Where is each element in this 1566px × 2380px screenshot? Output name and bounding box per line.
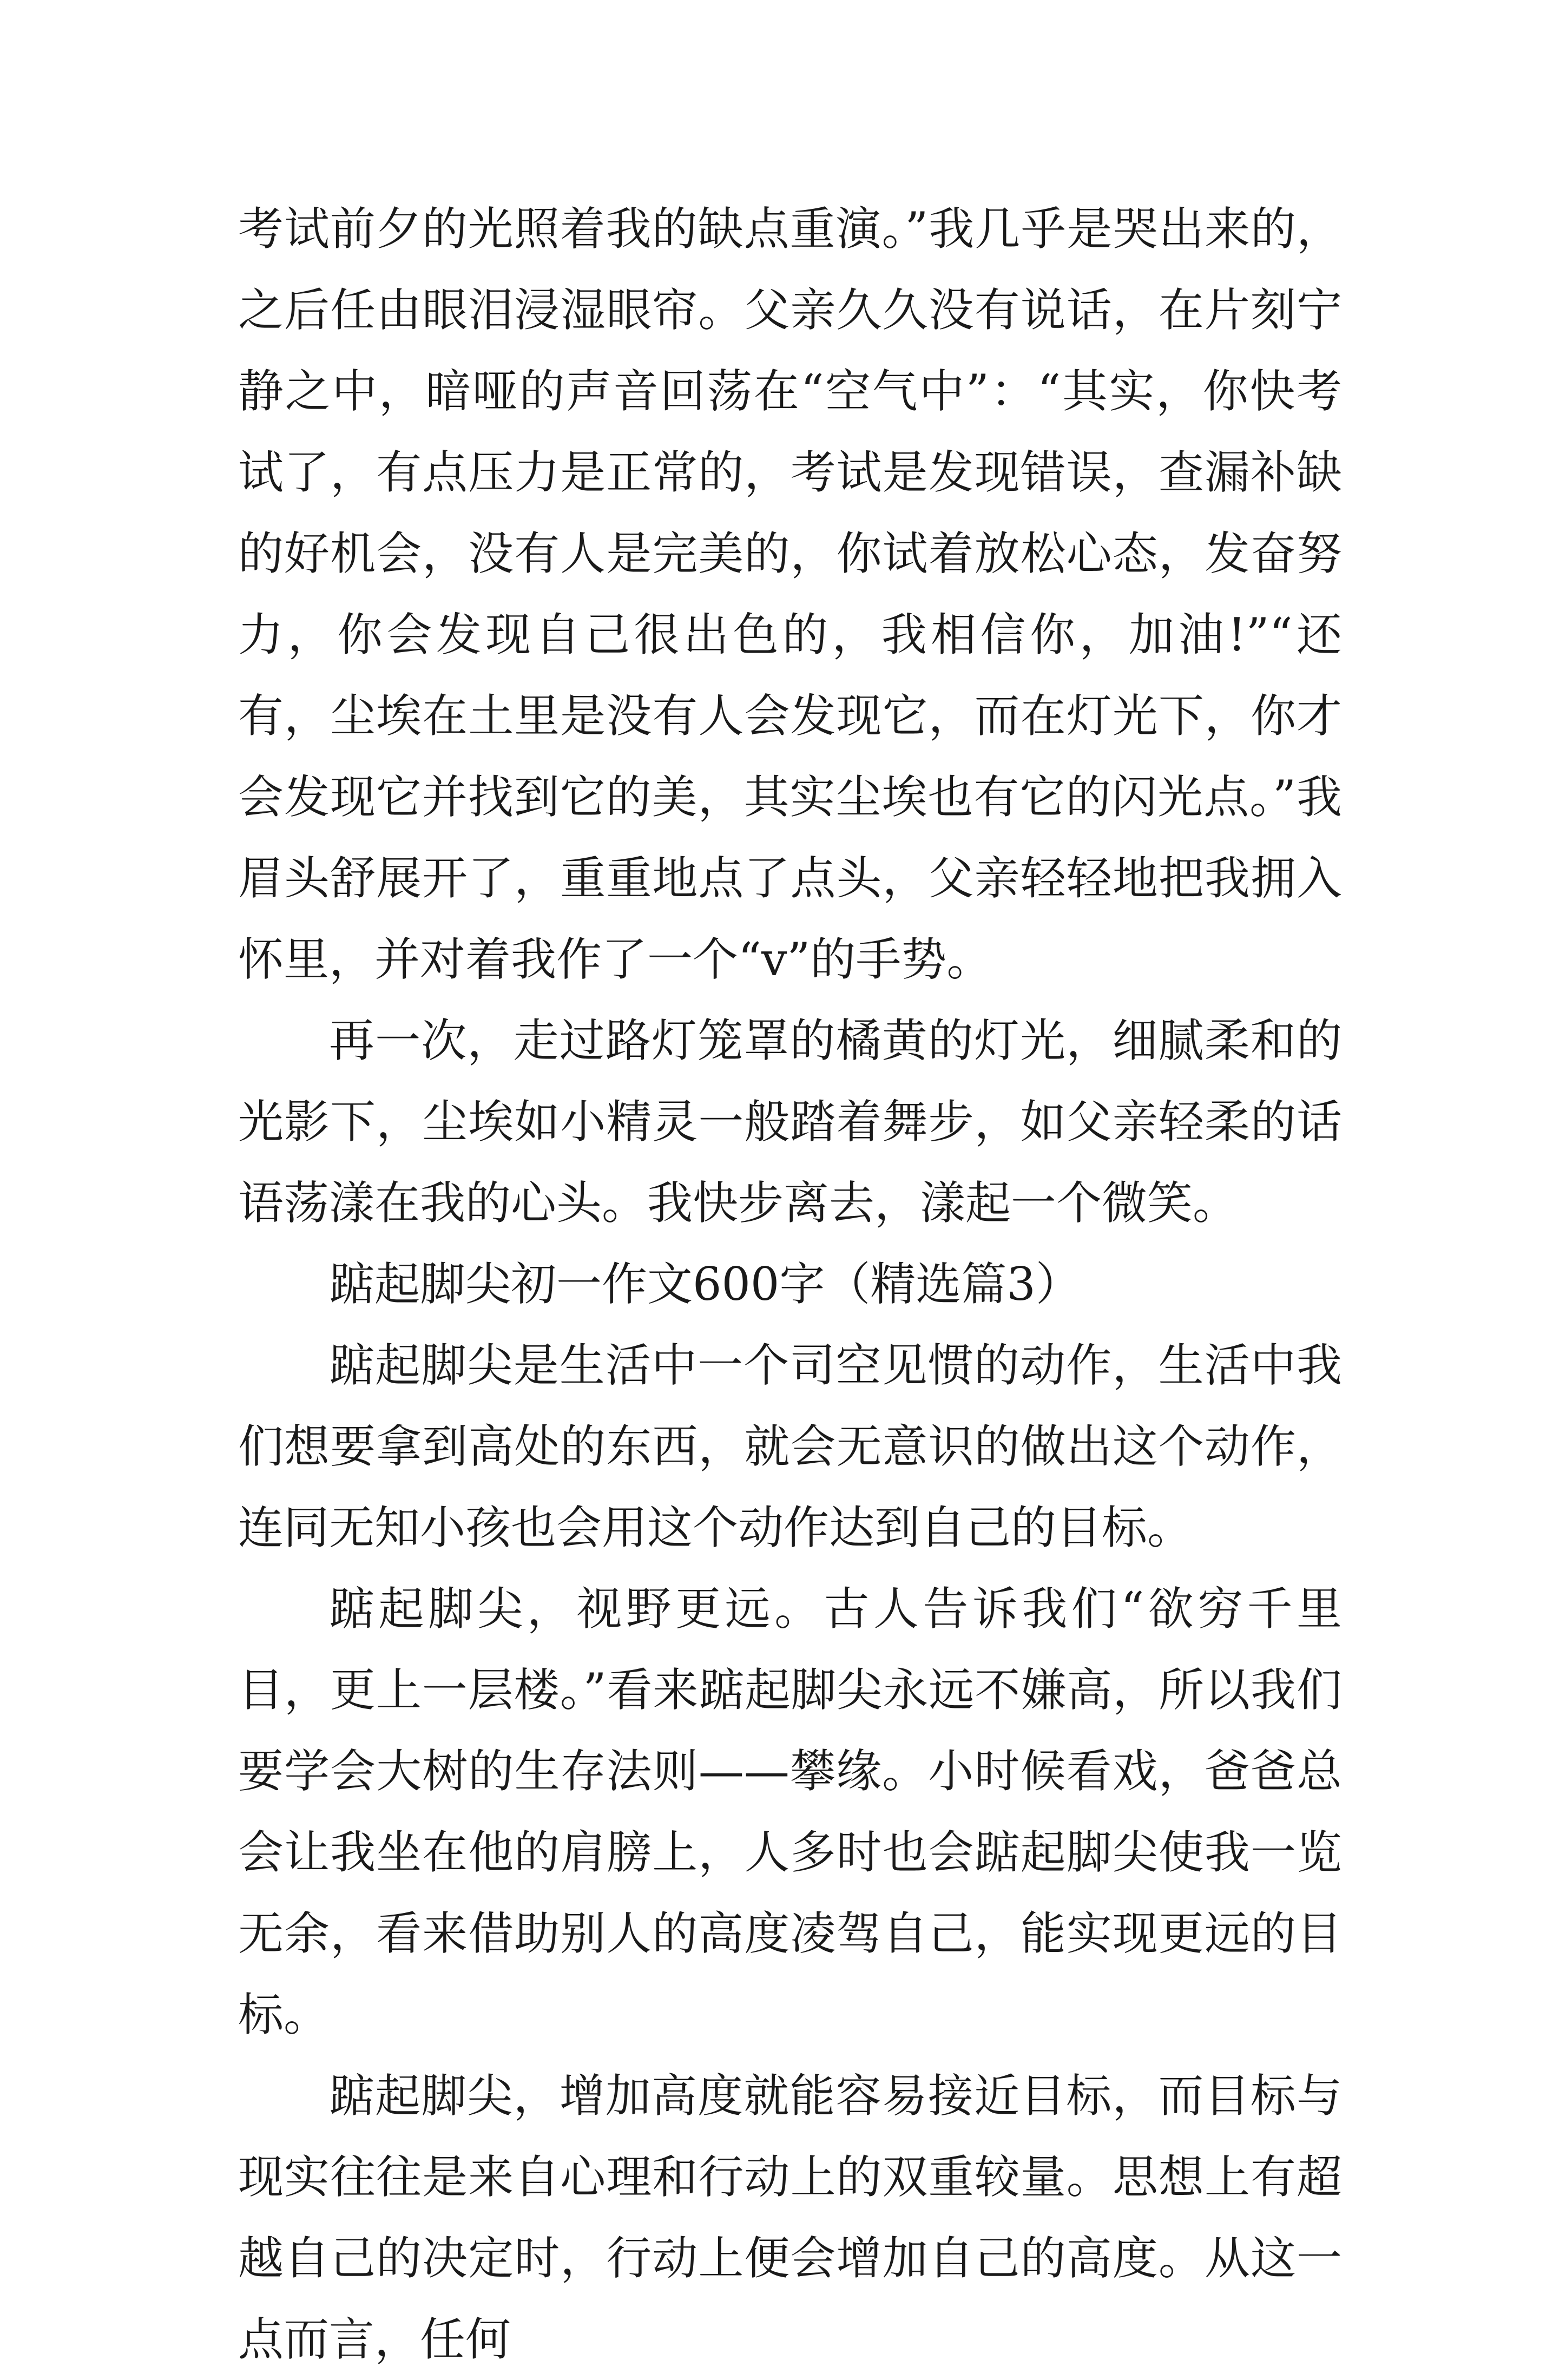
paragraph: 踮起脚尖，视野更远。古人告诉我们“欲穷千里目，更上一层楼。”看来踮起脚尖永远不嫌高，所以我们要学会大树的生存法则——攀缘。小时候看戏，爸爸总会让我坐在他的肩膀上，人多时也会踮起脚尖使我一览无余，看来借助别人的高度凌驾自己，能实现更远的目标。 (238, 1582, 1342, 2041)
paragraph: 踮起脚尖，增加高度就能容易接近目标，而目标与现实往往是来自心理和行动上的双重较量。思想上有超越自己的决定时，行动上便会增加自己的高度。从这一点而言，任何 (238, 2069, 1342, 2366)
document-body (238, 188, 1342, 2380)
paragraph: 踮起脚尖是生活中一个司空见惯的动作，生活中我们想要拿到高处的东西，就会无意识的做出这个动作，连同无知小孩也会用这个动作达到自己的目标。 (238, 1339, 1342, 1554)
section-heading: 踮起脚尖初一作文600字（精选篇3） (329, 1258, 1081, 1311)
paragraph: 再一次，走过路灯笼罩的橘黄的灯光，细腻柔和的光影下，尘埃如小精灵一般踏着舞步，如父亲轻柔的话语荡漾在我的心头。我快步离去，漾起一个微笑。 (238, 1014, 1342, 1230)
paragraph-continued: 考试前夕的光照着我的缺点重演。”我几乎是哭出来的，之后任由眼泪浸湿眼帘。父亲久久没有说话，在片刻宁静之中，暗哑的声音回荡在“空气中”：“其实，你快考试了，有点压力是正常的，考试是发现错误，查漏补缺的好机会，没有人是完美的，你试着放松心态，发奋努力，你会发现自己很出色的，我相信你，加油!”“还有，尘埃在土里是没有人会发现它，而在灯光下，你才会发现它并找到它的美，其实尘埃也有它的闪光点。”我眉头舒展开了，重重地点了点头，父亲轻轻地把我拥入怀里，并对着我作了一个“v”的手势。 (238, 202, 1342, 986)
